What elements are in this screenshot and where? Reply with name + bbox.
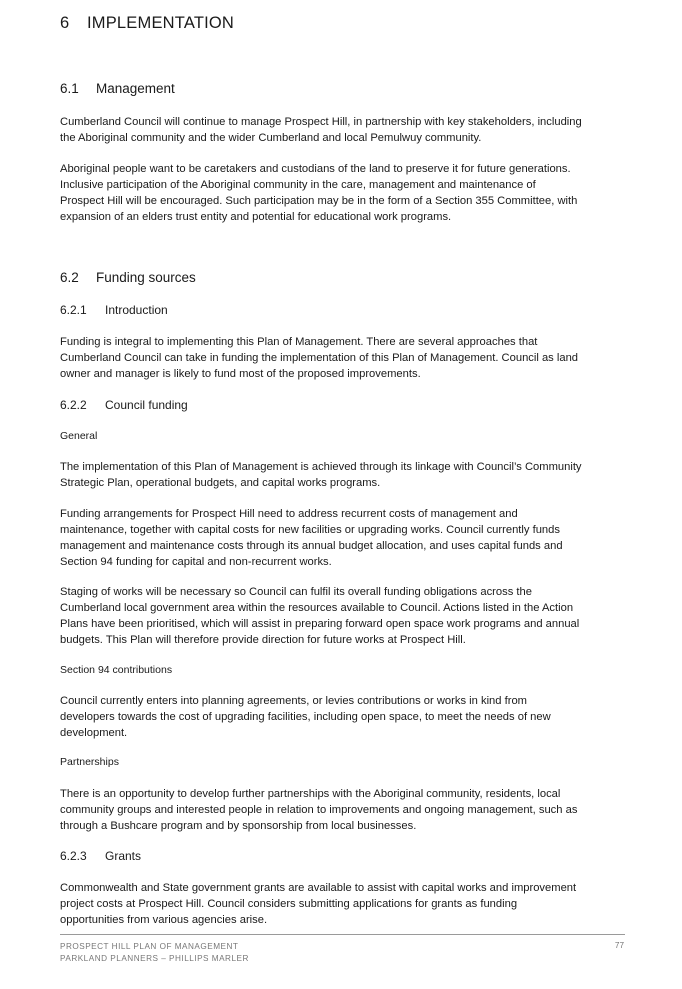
text-line: Commonwealth and State government grants are available to assist with capital works and improvement [60,882,577,894]
text-line: Plans have been prioritised, which will assist in preparing forward open space work programs and annual [60,618,580,630]
heading-funding-sources [60,270,196,285]
general-paragraph-2 [60,506,626,570]
footer-text [60,941,249,965]
text-line: through a Bushcare program and by sponsorship from local businesses. [60,820,417,832]
heading-council-funding [60,398,188,412]
section-94-paragraph [60,693,626,741]
general-paragraph-3 [60,584,626,648]
text-line: community groups and interested people in relation to improvements and ongoing management, such as [60,804,578,816]
subheading-partnerships: Partnerships [60,756,119,768]
text-line: Cumberland Council will continue to manage Prospect Hill, in partnership with key stakeholders, including [60,116,582,128]
heading-title: Funding sources [96,270,196,285]
section-number: 6 [60,14,70,32]
heading-number: 6.2.3 [60,849,87,863]
general-paragraph-1 [60,459,626,491]
footer-author: PARKLAND PLANNERS – PHILLIPS MARLER [60,954,249,963]
text-line: owner and manager is likely to fund most of the proposed improvements. [60,368,421,380]
text-line: developers towards the cost of upgrading facilities, including open space, to meet the needs of new [60,711,551,723]
text-line: maintenance, together with capital costs for new facilities or upgrading works. Council currently funds [60,524,560,536]
footer-divider [60,934,625,935]
introduction-paragraph [60,334,626,382]
heading-title: Management [96,81,175,96]
section-heading-implementation [60,14,234,33]
heading-number: 6.2.2 [60,398,87,412]
text-line: Strategic Plan, operational budgets, and capital works programs. [60,477,381,489]
text-line: Council currently enters into planning agreements, or levies contributions or works in kind from [60,695,527,707]
text-line: development. [60,727,128,739]
subheading-section-94: Section 94 contributions [60,664,173,676]
heading-title: Council funding [105,398,188,412]
text-line: Section 94 funding for capital and non-recurrent works. [60,556,332,568]
section-title: IMPLEMENTATION [87,14,235,32]
heading-management [60,81,175,96]
heading-number: 6.1 [60,81,79,96]
heading-title: Grants [105,849,142,863]
text-line: Aboriginal people want to be caretakers and custodians of the land to preserve it for future generations. [60,163,571,175]
subheading-general: General [60,430,98,442]
footer-document-title: PROSPECT HILL PLAN OF MANAGEMENT [60,942,239,951]
grants-paragraph [60,880,626,928]
text-line: the Aboriginal community and the wider Cumberland and local Pemulwuy community. [60,132,482,144]
text-line: Funding arrangements for Prospect Hill need to address recurrent costs of management and [60,508,518,520]
text-line: Cumberland Council can take in funding the implementation of this Plan of Management. Council as land [60,352,579,364]
management-paragraph-2 [60,161,626,225]
text-line: The implementation of this Plan of Management is achieved through its linkage with Council’s Community [60,461,582,473]
heading-introduction [60,303,168,317]
text-line: opportunities from various agencies arise. [60,914,268,926]
heading-grants [60,849,141,863]
text-line: management and maintenance costs through its annual budget allocation, and uses capital funds and [60,540,563,552]
text-line: budgets. This Plan will therefore provide direction for future works at Prospect Hill. [60,634,466,646]
heading-number: 6.2 [60,270,79,285]
heading-title: Introduction [105,303,168,317]
page-number: 77 [614,941,624,950]
heading-number: 6.2.1 [60,303,87,317]
text-line: Inclusive participation of the Aboriginal community in the care, management and maintenance of [60,179,536,191]
text-line: Prospect Hill will be encouraged. Such participation may be in the form of a Section 355 Committee, with [60,195,578,207]
text-line: project costs at Prospect Hill. Council considers submitting applications for grants as funding [60,898,518,910]
text-line: expansion of an elders trust entity and potential for educational work programs. [60,211,452,223]
text-line: Cumberland local government area within the resources available to Council. Actions listed in the Action [60,602,574,614]
text-line: Staging of works will be necessary so Council can fulfil its overall funding obligations across the [60,586,532,598]
text-line: Funding is integral to implementing this Plan of Management. There are several approaches that [60,336,538,348]
text-line: There is an opportunity to develop further partnerships with the Aboriginal community, residents, local [60,788,561,800]
partnerships-paragraph [60,786,626,834]
management-paragraph-1 [60,114,626,146]
